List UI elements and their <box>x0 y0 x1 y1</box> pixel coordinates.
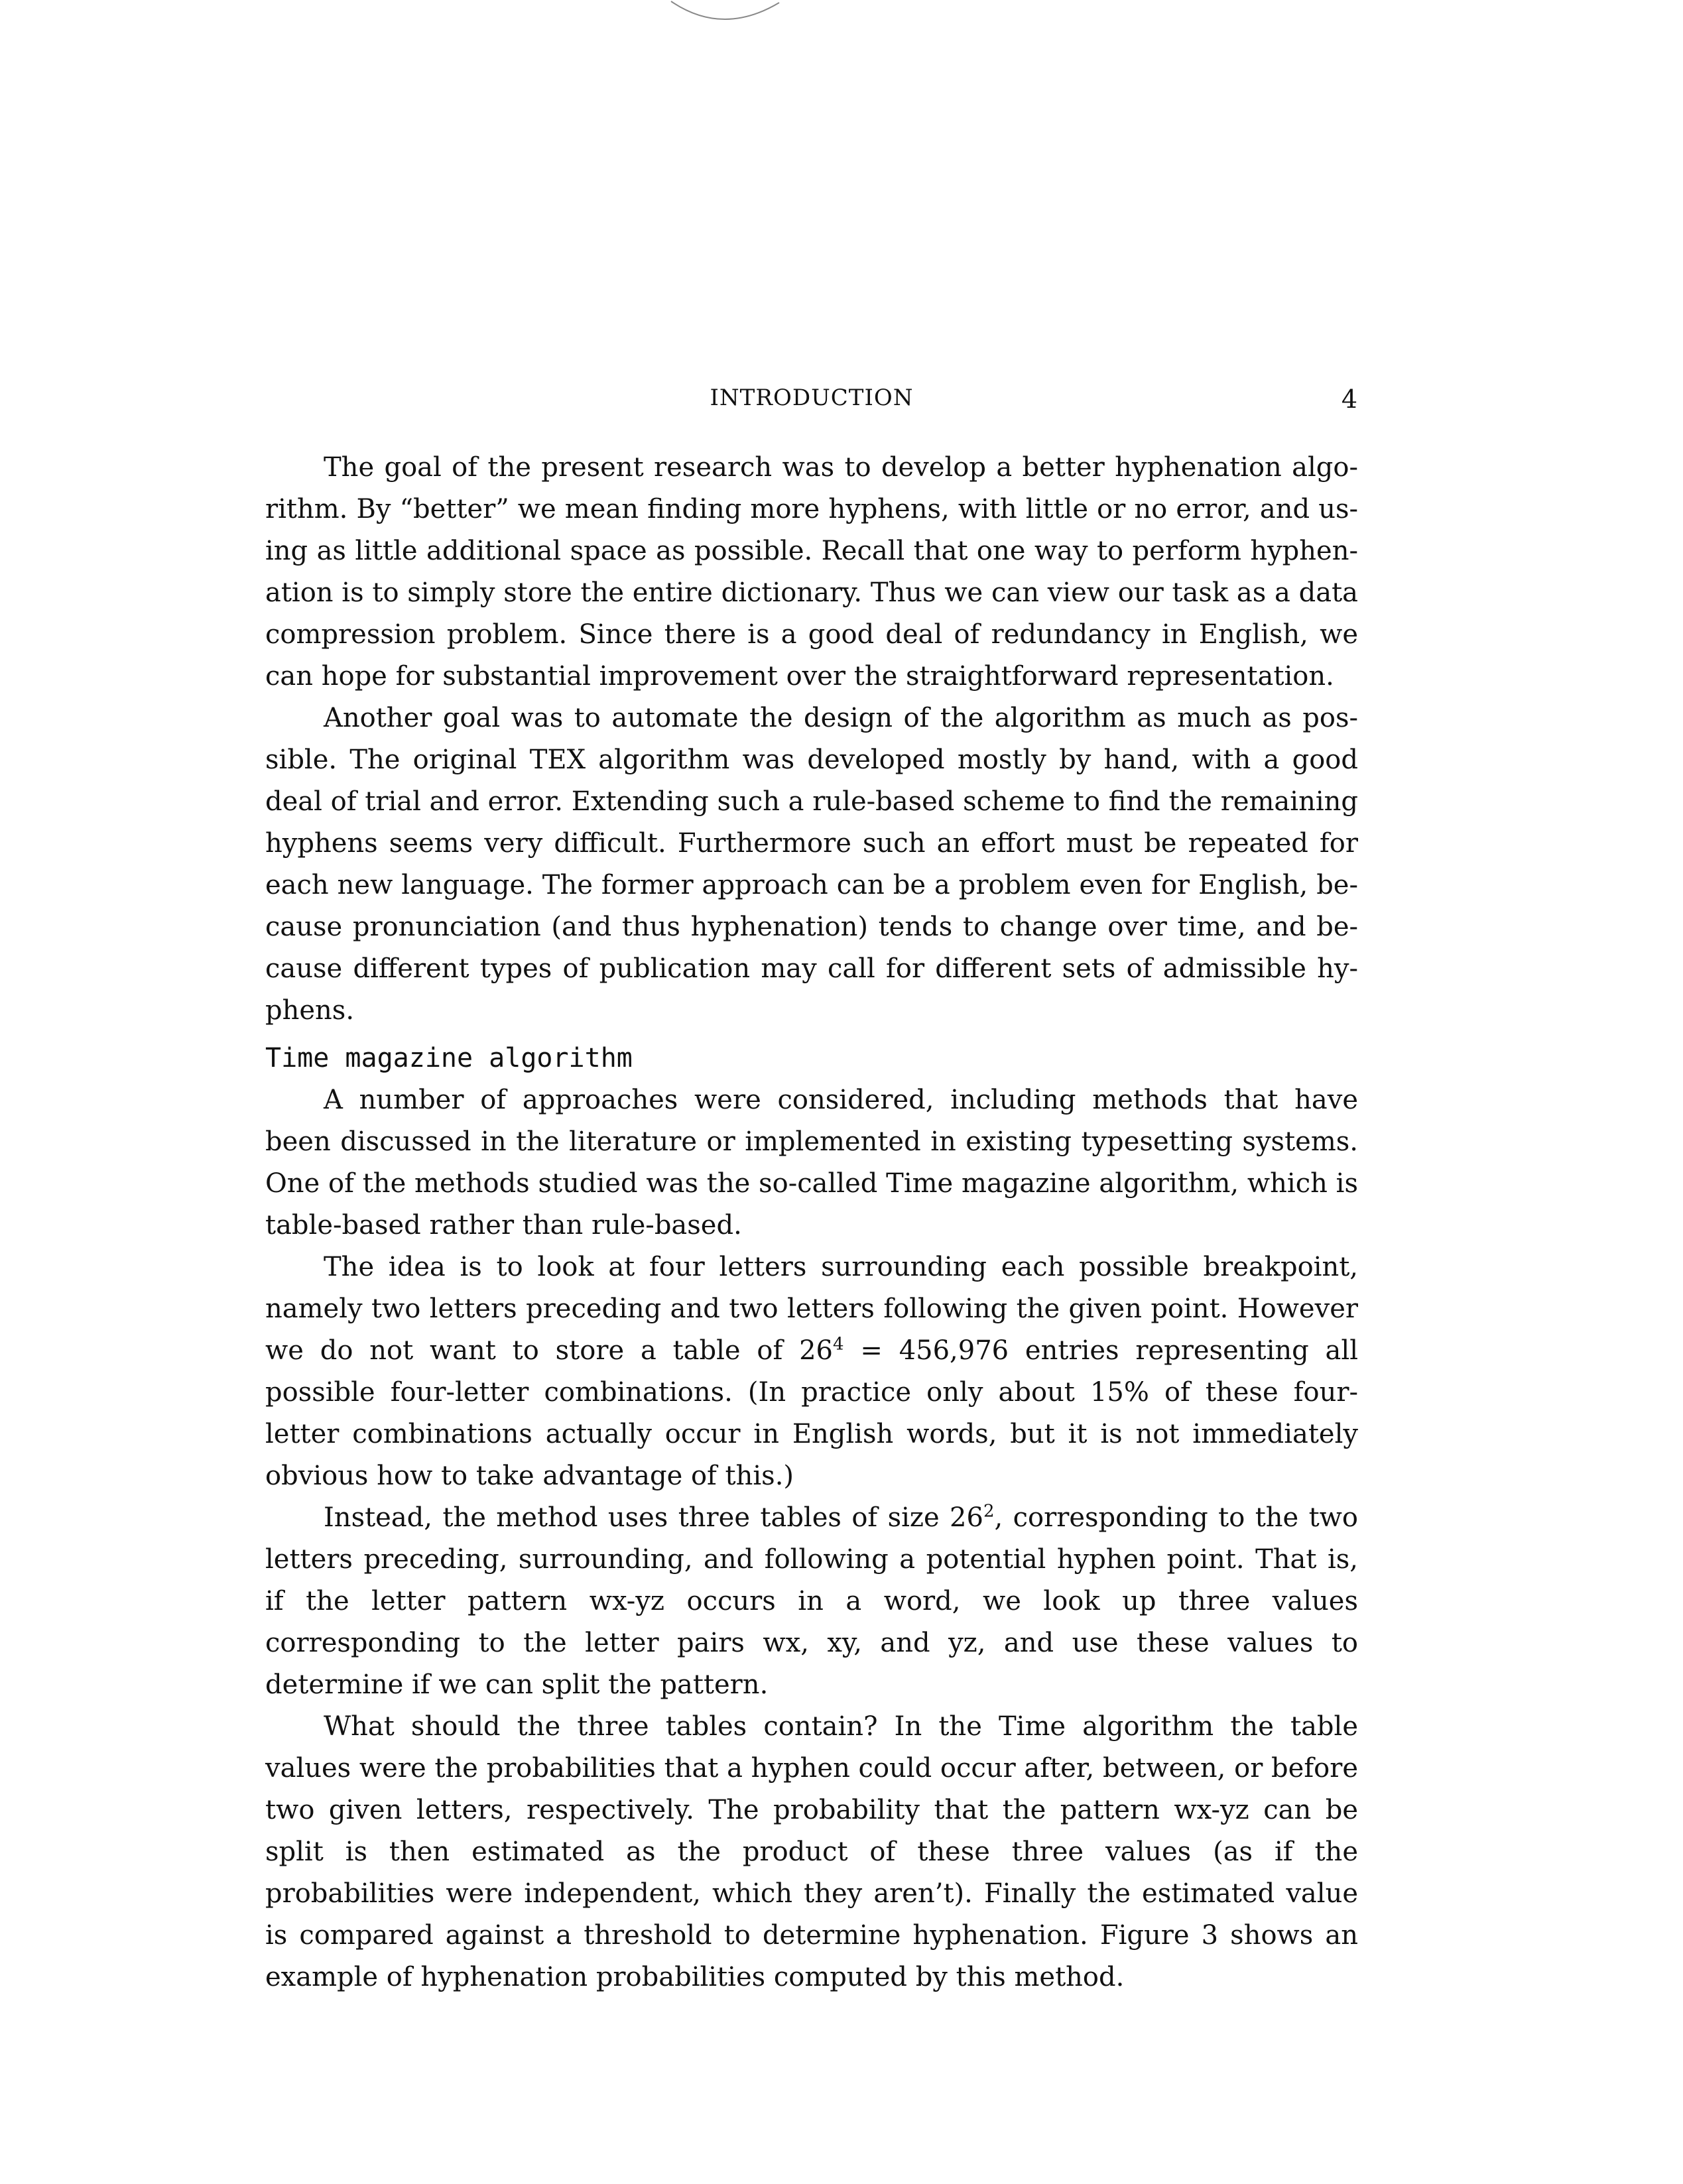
paragraph-idea-text-2: = 456,976 entries representing all possible four-letter combinations. (In practice only about 15% of these four-letter combinations actually occur in English words, but it is not immediately obvious how to take advantage of this.) <box>265 1335 1358 1491</box>
section-heading: Time magazine algorithm <box>265 1043 633 1073</box>
paragraph-approaches: A number of approaches were considered, including methods that have been discussed in the literature or implemented in existing typesetting systems. One of the methods studied was the so-called Time magazine algorithm, which is table-based rather than rule-based. <box>265 1085 1358 1241</box>
paragraph-method <box>265 1497 1358 1706</box>
paragraph-tables: What should the three tables contain? In the Time algorithm the table values were the probabilities that a hyphen could occur after, between, or before two given letters, respectively. The probability that the pattern wx-yz can be split is then estimated as the product of these three values (as if the probabilities were independent, which they aren’t). Finally the estimated value is compared against a threshold to determine hyphenation. Figure 3 shows an example of hyphenation probabilities computed by this method. <box>265 1711 1358 1992</box>
body-text <box>265 447 1358 1998</box>
exponent: 2 <box>983 1501 995 1522</box>
paragraph-automate: Another goal was to automate the design of the algorithm as much as possible. The original TEX algorithm was developed mostly by hand, with a good deal of trial and error. Extending such a rule-based scheme to find the remaining hyphens seems very difficult. Furthermore such an effort must be repeated for each new language. The former approach can be a problem even for English, because pronunciation (and thus hyphenation) tends to change over time, and because different types of publication may call for different sets of admissible hyphens. <box>265 703 1358 1026</box>
page-number: 4 <box>1341 385 1358 414</box>
chapter-title: INTRODUCTION <box>710 385 914 411</box>
paragraph-goal: The goal of the present research was to develop a better hyphenation algorithm. By “better” we mean finding more hyphens, with little or no error, and using as little additional space as possible. Recall that one way to perform hyphenation is to simply store the entire dictionary. Thus we can view our task as a data compression problem. Since there is a good deal of redundancy in English, we can hope for substantial improvement over the straightforward representation. <box>265 452 1358 692</box>
paragraph-idea-text-1: The idea is to look at four letters surrounding each possible breakpoint, namely two letters preceding and two letters following the given point. However we do not want to store a table of 26 <box>265 1252 1358 1366</box>
document-page <box>265 385 1358 1998</box>
exponent: 4 <box>833 1334 844 1355</box>
paragraph-idea <box>265 1246 1358 1497</box>
paragraph-method-text-2: , corresponding to the two letters preceding, surrounding, and following a potential hyphen point. That is, if the letter pattern wx-yz occurs in a word, we look up three values corresponding to the letter pairs wx, xy, and yz, and use these values to determine if we can split the pattern. <box>265 1502 1358 1700</box>
paragraph-method-text-1: Instead, the method uses three tables of size 26 <box>324 1502 983 1533</box>
scan-artifact-arc <box>670 0 782 27</box>
running-header <box>265 385 1358 424</box>
